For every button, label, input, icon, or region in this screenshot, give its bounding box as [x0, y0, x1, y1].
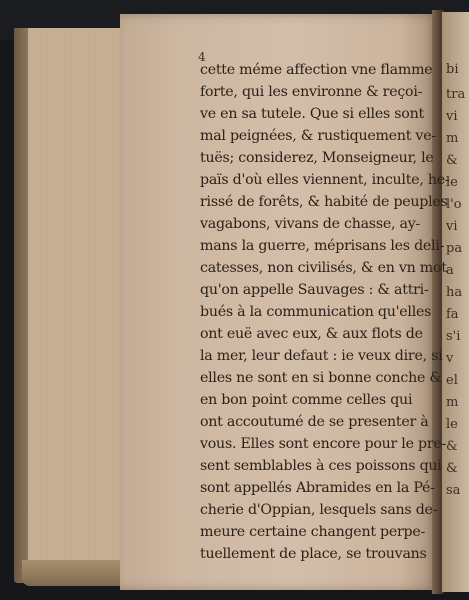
text-line: sent semblables à ces poissons qui — [200, 458, 442, 474]
facing-fragment: ha — [446, 285, 463, 300]
text-line: ont euë avec eux, & aux flots de — [200, 326, 423, 342]
facing-fragment: bi — [446, 62, 459, 77]
binding-edge — [14, 28, 28, 583]
facing-fragment: & — [446, 461, 458, 476]
facing-fragment: sa — [446, 483, 461, 498]
facing-fragment: & — [446, 439, 458, 454]
text-line: païs d'où elles viennent, inculte, he- — [200, 172, 450, 188]
text-line: elles ne sont en si bonne conche & — [200, 370, 442, 386]
facing-fragment: m — [446, 131, 459, 146]
text-line: en bon point comme celles qui — [200, 392, 413, 408]
facing-fragment: vi — [446, 219, 458, 234]
facing-fragment: a — [446, 263, 454, 278]
page-edges — [14, 28, 122, 583]
facing-fragment: fa — [446, 307, 459, 322]
text-line: mans la guerre, méprisans les deli- — [200, 238, 445, 254]
text-line: forte, qui les environne & reçoi- — [200, 84, 423, 100]
text-line: mal peignées, & rustiquement ve- — [200, 128, 436, 144]
book-cover-bottom — [22, 560, 132, 586]
text-line: sont appellés Abramides en la Pé- — [200, 480, 435, 496]
text-line: meure certaine changent perpe- — [200, 524, 426, 540]
text-line: vous. Elles sont encore pour le pre- — [200, 436, 447, 452]
right-page — [442, 12, 469, 592]
facing-fragment: pa — [446, 241, 463, 256]
text-line: la mer, leur defaut : ie veux dire, si — [200, 348, 443, 364]
facing-fragment: tra — [446, 87, 466, 102]
facing-fragment: & — [446, 153, 458, 168]
text-line: tuës; considerez, Monseigneur, le — [200, 150, 434, 166]
page-number: 4 — [198, 50, 206, 64]
facing-fragment: le — [446, 417, 458, 432]
facing-fragment: vi — [446, 109, 458, 124]
text-line: vagabons, vivans de chasse, ay- — [200, 216, 421, 232]
text-line: cherie d'Oppian, lesquels sans de- — [200, 502, 438, 518]
facing-fragment: le — [446, 175, 458, 190]
text-line: tuellement de place, se trouvans — [200, 546, 427, 562]
facing-fragment: s'i — [446, 329, 461, 344]
facing-fragment: m — [446, 395, 459, 410]
text-line: cette méme affection vne flamme — [200, 62, 433, 78]
facing-fragment: el — [446, 373, 458, 388]
facing-fragment: l'o — [446, 197, 462, 212]
text-line: catesses, non civilisés, & en vn mot — [200, 260, 447, 276]
text-line: rissé de forêts, & habité de peuples — [200, 194, 448, 210]
text-line: ont accoutumé de se presenter à — [200, 414, 429, 430]
text-line: ve en sa tutele. Que si elles sont — [200, 106, 424, 122]
facing-fragment: v — [446, 351, 454, 366]
text-line: qu'on appelle Sauvages : & attri- — [200, 282, 429, 298]
text-line: bués à la communication qu'elles — [200, 304, 432, 320]
